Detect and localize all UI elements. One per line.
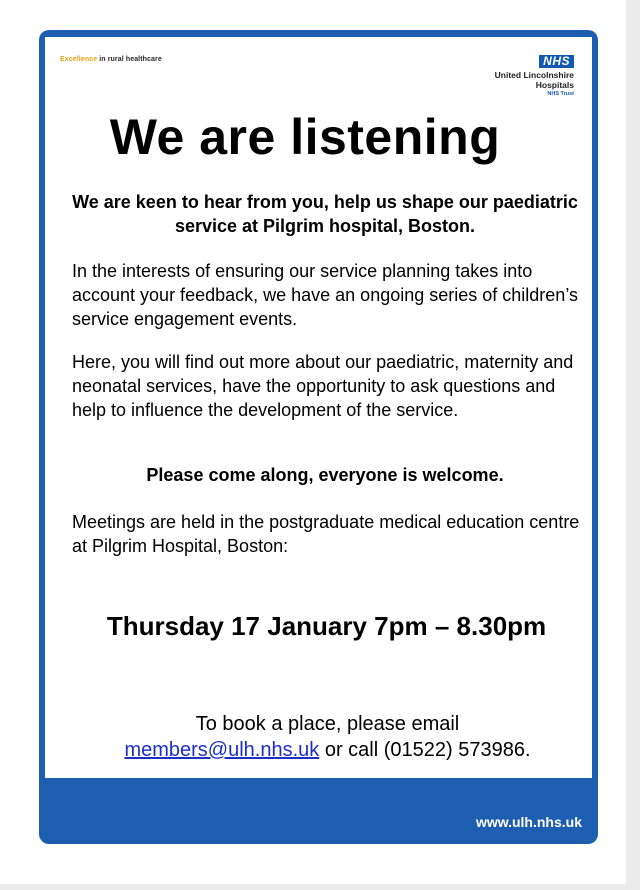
headline: We are listening <box>109 109 501 165</box>
welcome-text: Please come along, everyone is welcome. <box>146 465 504 485</box>
phone-text: or call (01522) 573986. <box>319 739 531 761</box>
paragraph-planning: In the interests of ensuring our service planning takes into account your feedback, we have an ongoing series of children’s service engagement events. <box>72 261 578 329</box>
booking-line-1: To book a place, please email <box>195 713 460 735</box>
website-url[interactable]: www.ulh.nhs.uk <box>475 814 582 830</box>
tagline <box>60 56 162 63</box>
logo-line-3: NHS Trust <box>547 91 574 97</box>
logo-line-1: United Lincolnshire <box>494 70 574 80</box>
intro-text: We are keen to hear from you, help us shape our paediatric service at Pilgrim hospital, Boston. <box>72 192 578 236</box>
email-link[interactable]: members@ulh.nhs.uk <box>124 739 320 761</box>
paragraph-services: Here, you will find out more about our paediatric, maternity and neonatal services, have the opportunity to ask questions and help to influence the development of the service. <box>72 352 574 420</box>
meetings-location: Meetings are held in the postgraduate medical education centre at Pilgrim Hospital, Boston: <box>72 512 580 556</box>
tagline-rest: in rural healthcare <box>97 56 162 63</box>
nhs-badge-icon: NHS <box>539 55 574 68</box>
tagline-accent: Excellence <box>60 56 98 63</box>
booking-line-2 <box>45 737 610 763</box>
logo-line-2: Hospitals <box>535 80 574 90</box>
event-date-time: Thursday 17 January 7pm – 8.30pm <box>106 611 547 641</box>
booking-info <box>45 711 610 763</box>
nhs-logo <box>495 52 574 98</box>
